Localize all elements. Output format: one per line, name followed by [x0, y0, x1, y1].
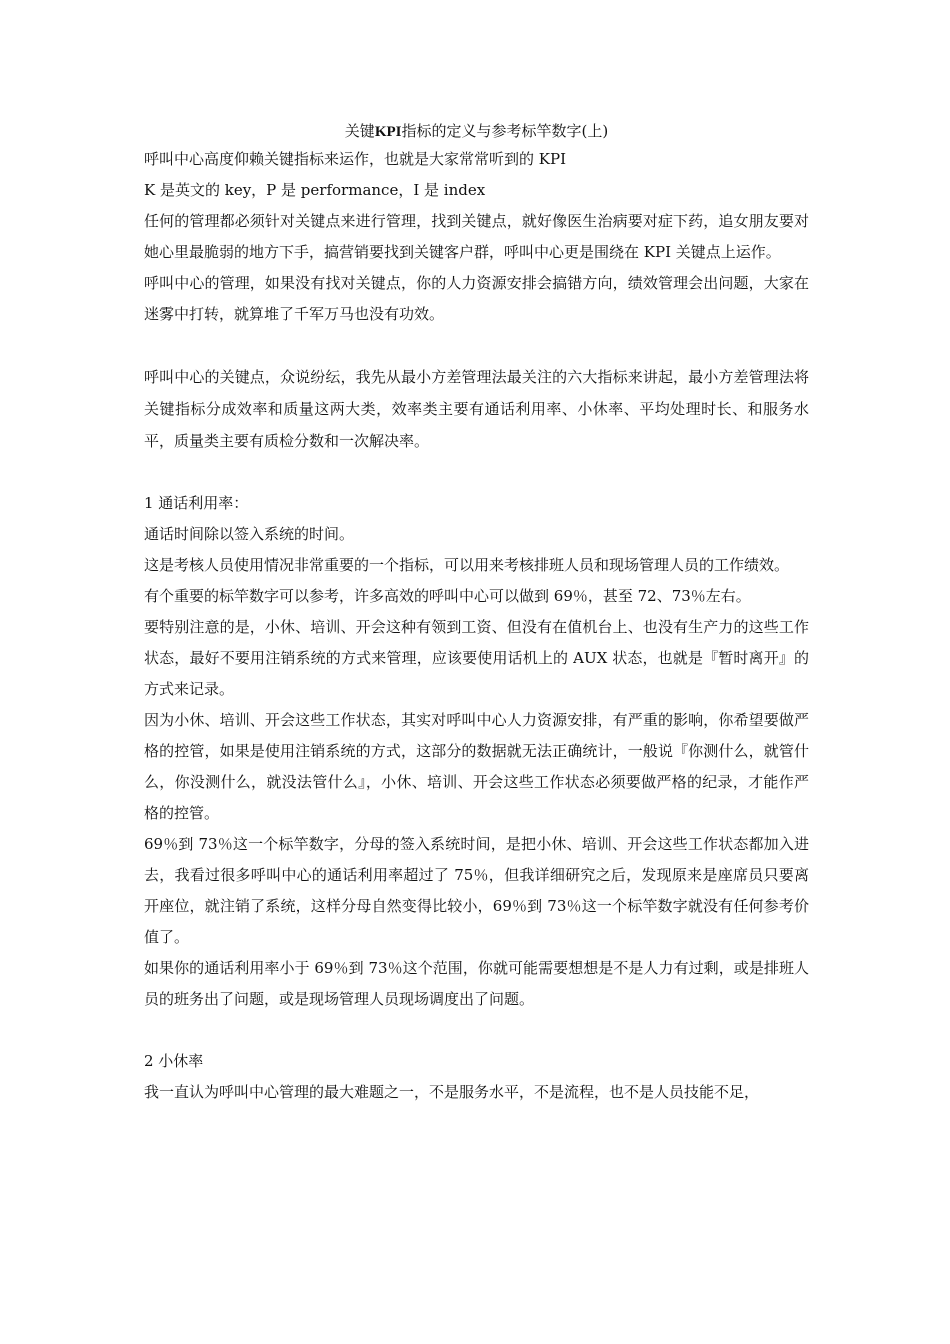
section-paragraph: 有个重要的标竿数字可以参考，许多高效的呼叫中心可以做到 69％，甚至 72、73％左右。 — [144, 587, 751, 605]
intro-paragraph: 任何的管理都必须针对关键点来进行管理，找到关键点，就好像医生治病要对症下药，追女朋友要对她心里最脆弱的地方下手，搞营销要找到关键客户群，呼叫中心更是围绕在 KPI 关键点上运作。 — [144, 212, 809, 261]
intro-paragraph: 呼叫中心高度仰赖关键指标来运作，也就是大家常常听到的 KPI — [144, 150, 566, 168]
section-paragraph: 这是考核人员使用情况非常重要的一个指标，可以用来考核排班人员和现场管理人员的工作绩效。 — [144, 556, 790, 574]
section-paragraph: 通话时间除以签入系统的时间。 — [144, 525, 355, 543]
intro-paragraph: K 是英文的 key，P 是 performance，I 是 index — [144, 181, 486, 199]
section-paragraph: 因为小休、培训、开会这些工作状态，其实对呼叫中心人力资源安排，有严重的影响，你希望要做严格的控管，如果是使用注销系统的方式，这部分的数据就无法正确统计，一般说『你测什么，就管什么，你没测什么，就没法管什么』，小休、培训、开会这些工作状态必须要做严格的纪录，才能作严格的控管。 — [144, 711, 809, 822]
section-heading-call-utilization: 1 通话利用率： — [144, 494, 249, 512]
section-heading-break-rate: 2 小休率 — [144, 1052, 204, 1070]
section-paragraph: 69％到 73％这一个标竿数字，分母的签入系统时间，是把小休、培训、开会这些工作状态都加入进去，我看过很多呼叫中心的通话利用率超过了 75％，但我详细研究之后，发现原来是座席员只要离开座位，就注销了系统，这样分母自然变得比较小，69％到 73％这一个标竿数字就没有任何参考价值了。 — [144, 835, 809, 946]
section-paragraph: 我一直认为呼叫中心管理的最大难题之一，不是服务水平，不是流程，也不是人员技能不足， — [144, 1083, 760, 1101]
document-page — [144, 118, 809, 1108]
section-paragraph: 要特别注意的是，小休、培训、开会这种有领到工资、但没有在值机台上、也没有生产力的这些工作状态，最好不要用注销系统的方式来管理，应该要使用话机上的 AUX 状态，也就是『暂时离开』的方式来记录。 — [144, 618, 809, 698]
paragraph-spacer — [144, 1015, 809, 1046]
paragraph-spacer — [144, 330, 809, 361]
section-paragraph: 如果你的通话利用率小于 69％到 73％这个范围，你就可能需要想想是不是人力有过剩，或是排班人员的班务出了问题，或是现场管理人员现场调度出了问题。 — [144, 959, 809, 1008]
document-title: 关键KPI指标的定义与参考标竿数字(上) — [344, 122, 609, 140]
paragraph-spacer — [144, 457, 809, 488]
intro-paragraph: 呼叫中心的关键点，众说纷纭，我先从最小方差管理法最关注的六大指标来讲起，最小方差管理法将关键指标分成效率和质量这两大类，效率类主要有通话利用率、小休率、平均处理时长、和服务水平，质量类主要有质检分数和一次解决率。 — [144, 368, 809, 450]
intro-paragraph: 呼叫中心的管理，如果没有找对关键点，你的人力资源安排会搞错方向，绩效管理会出问题，大家在迷雾中打转，就算堆了千军万马也没有功效。 — [144, 274, 809, 323]
